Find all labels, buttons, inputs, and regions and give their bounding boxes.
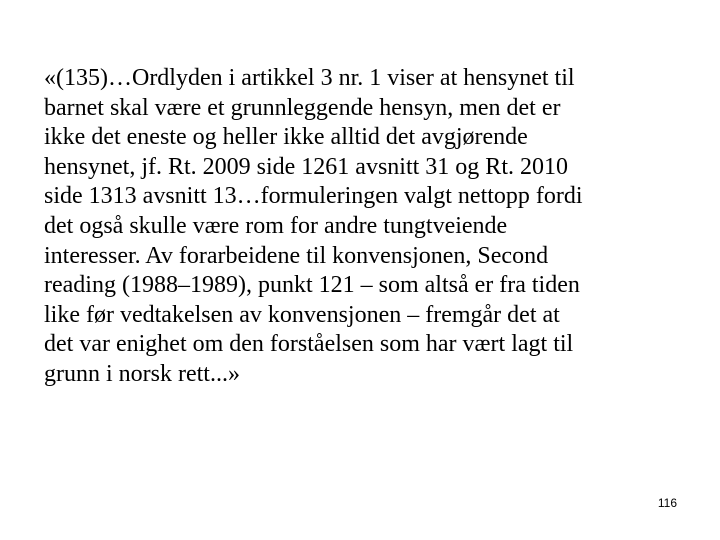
quote-line: grunn i norsk rett...»: [44, 360, 240, 387]
quote-text-block: [44, 64, 694, 390]
quote-line: reading (1988–1989), punkt 121 – som altså er fra tiden: [44, 272, 580, 299]
quote-line: hensynet, jf. Rt. 2009 side 1261 avsnitt 31 og Rt. 2010: [44, 153, 568, 180]
quote-line: det også skulle være rom for andre tungtveiende: [44, 212, 508, 239]
page-number: 116: [657, 496, 677, 510]
quote-line: interesser. Av forarbeidene til konvensjonen, Second: [44, 242, 549, 269]
quote-line: «(135)…Ordlyden i artikkel 3 nr. 1 viser at hensynet til: [44, 65, 575, 91]
quote-line: det var enighet om den forståelsen som har vært lagt til: [44, 331, 574, 358]
quote-line: barnet skal være et grunnleggende hensyn, men det er: [44, 94, 561, 121]
quote-line: side 1313 avsnitt 13…formuleringen valgt nettopp fordi: [44, 183, 583, 210]
quote-line: ikke det eneste og heller ikke alltid det avgjørende: [44, 124, 528, 151]
quote-line: like før vedtakelsen av konvensjonen – fremgår det at: [44, 301, 560, 328]
